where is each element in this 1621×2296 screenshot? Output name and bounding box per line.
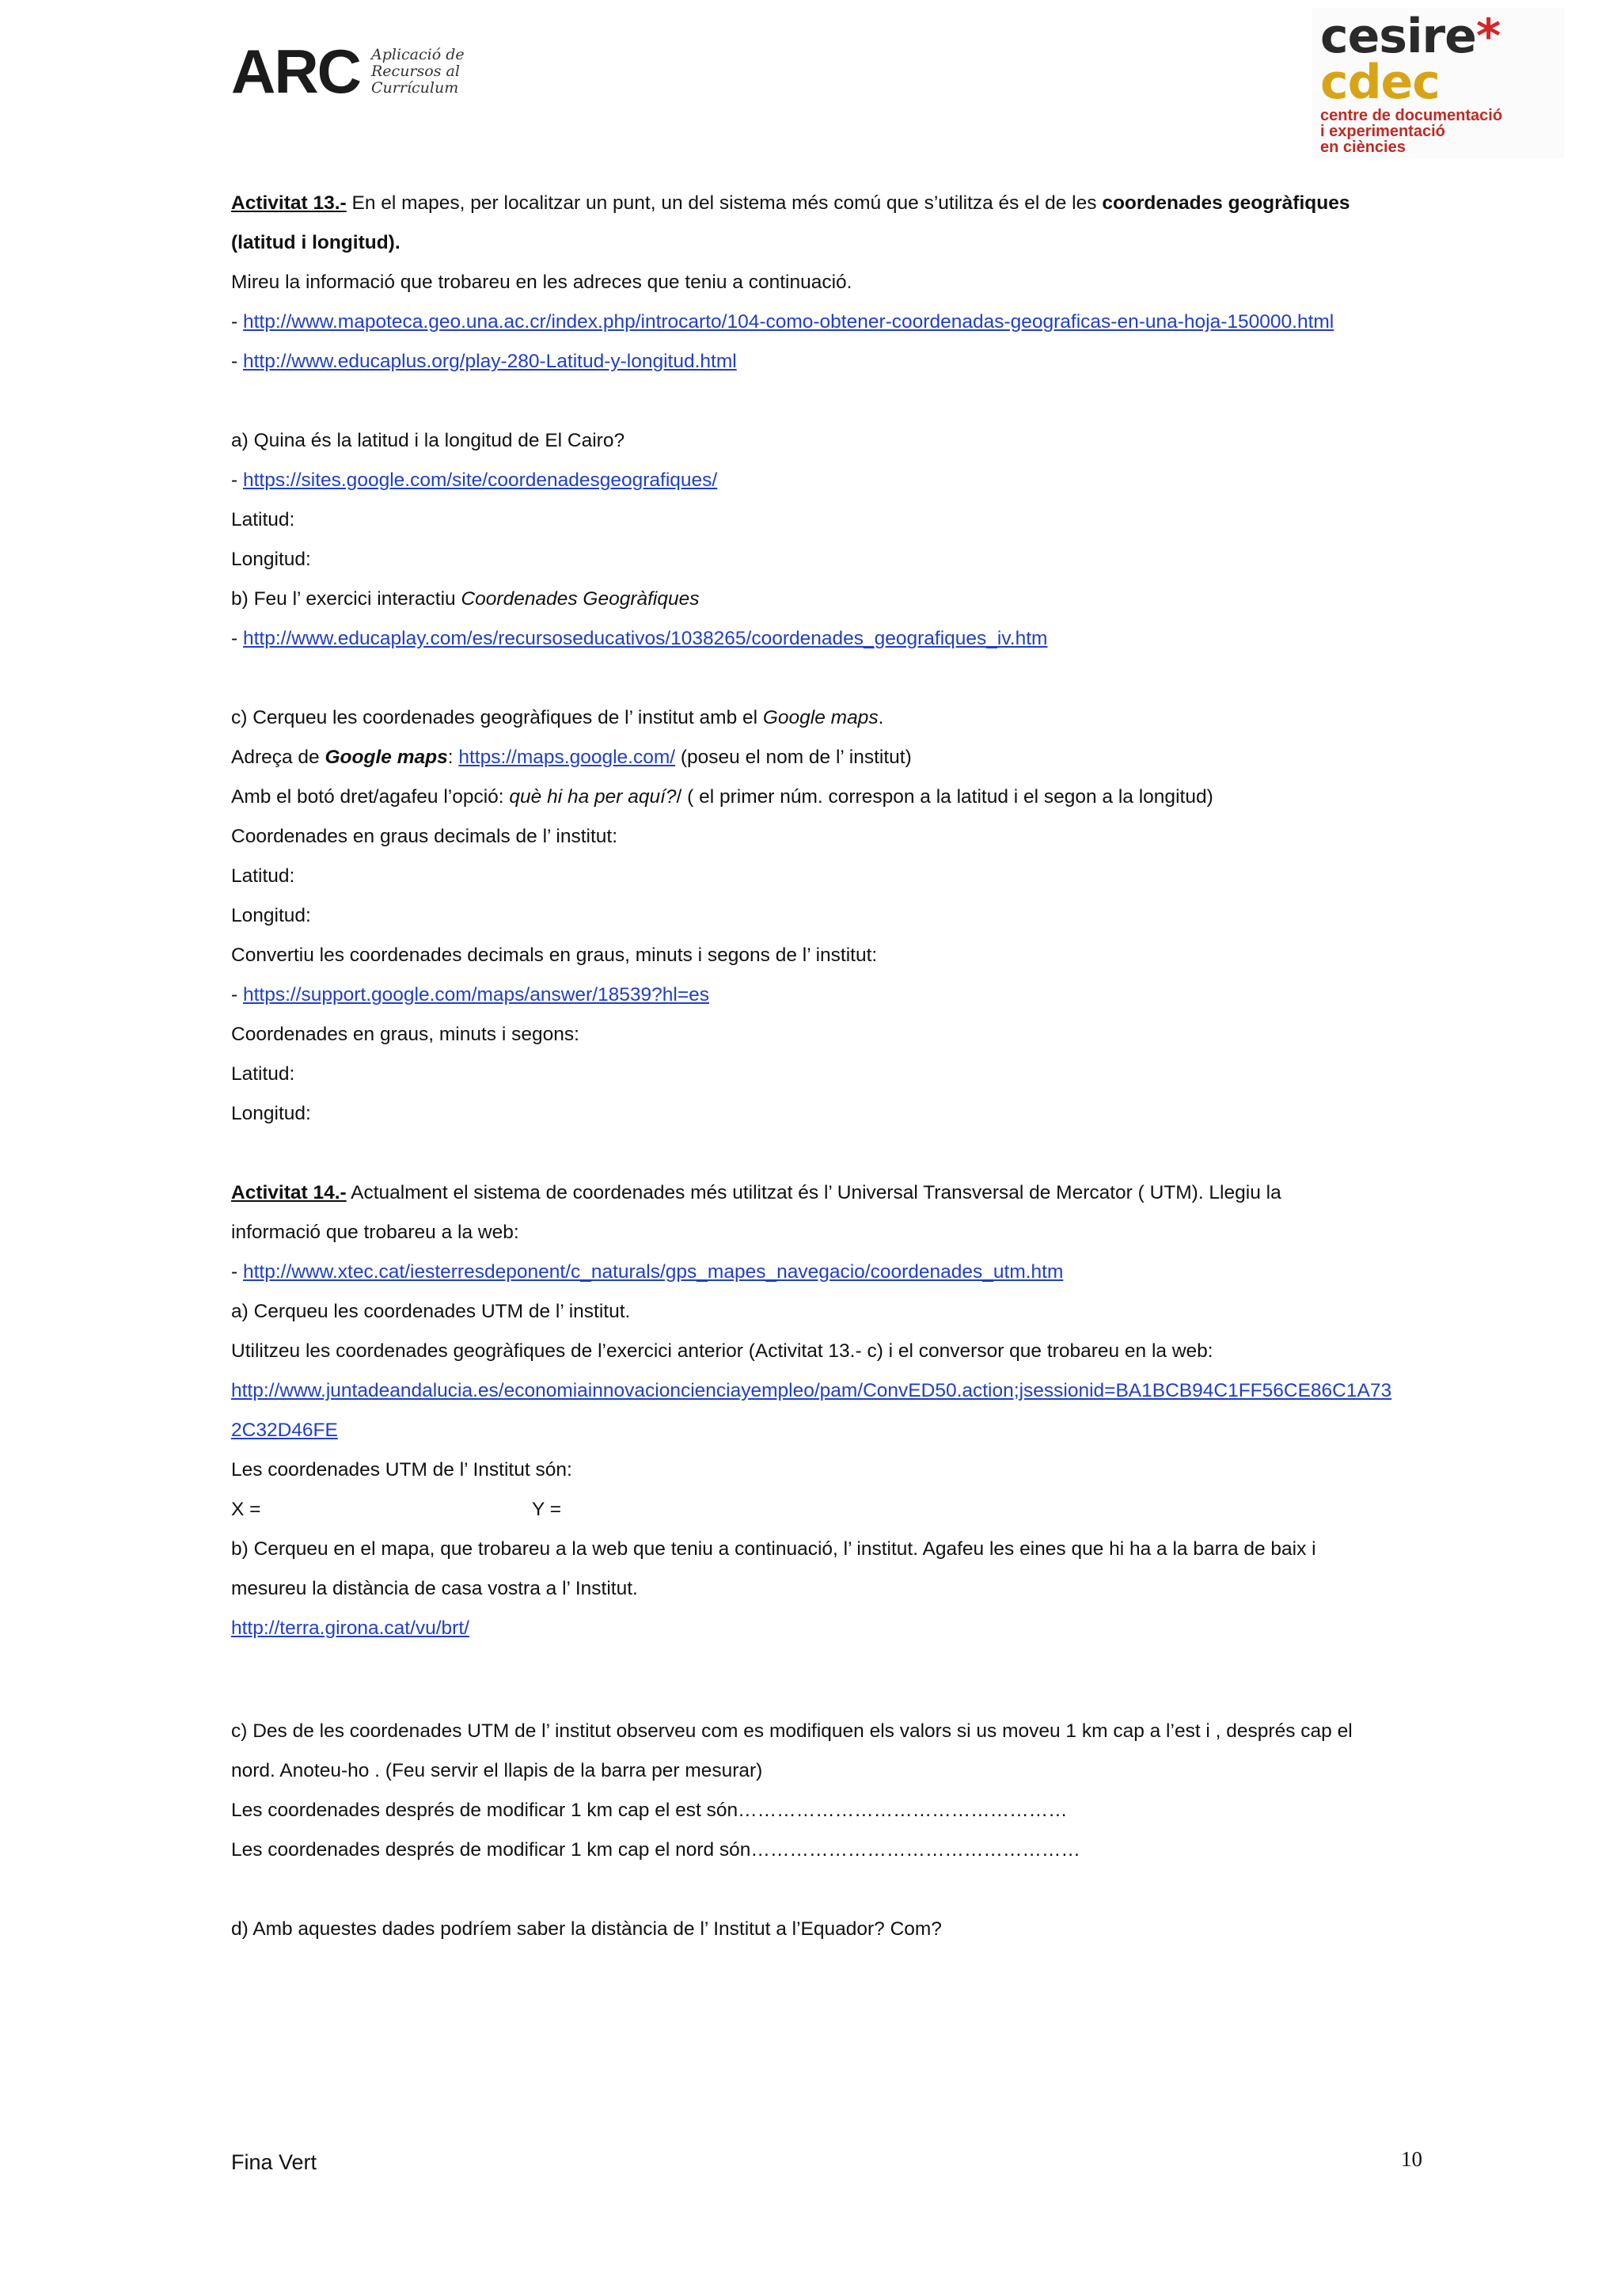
activity-14-heading: Activitat 14.- <box>231 1182 347 1203</box>
activity-text: Actualment el sistema de coordenades més utilitzat és l’ Universal Transversal de Mercator ( UTM). Llegiu la <box>346 1182 1281 1203</box>
link-line: - https://support.google.com/maps/answer/18539?hl=es <box>231 984 710 1005</box>
question-c: c) Cerqueu les coordenades geogràfiques de l’ institut amb el Google maps. <box>231 707 884 728</box>
page-number: 10 <box>1401 2147 1422 2171</box>
instruction-text: Amb el botó dret/agafeu l’opció: què hi ha per aquí?/ ( el primer núm. correspon a la latitud i el segon a la longitud) <box>231 786 1213 808</box>
girona-link[interactable]: http://terra.girona.cat/vu/brt/ <box>231 1617 469 1639</box>
activity-text-bold: (latitud i longitud). <box>231 232 401 253</box>
italic-text: Google maps <box>762 707 879 728</box>
xtec-link[interactable]: http://www.xtec.cat/iesterresdeponent/c_naturals/gps_mapes_navegacio/coordenades_utm.htm <box>242 1261 1064 1283</box>
google-maps-link[interactable]: https://maps.google.com/ <box>458 747 676 768</box>
cesire-cdec-logo <box>1312 8 1564 158</box>
link-line <box>231 1371 1434 1411</box>
latitud-label: Latitud: <box>231 509 295 530</box>
link-line <box>231 1411 1434 1450</box>
mapoteca-link[interactable]: http://www.mapoteca.geo.una.ac.cr/index.php/introcarto/104-como-obtener-coordenadas-geograficas-en-una-hoja-150000.html <box>242 311 1334 333</box>
question-d: d) Amb aquestes dades podríem saber la distància de l’ Institut a l’Equador? Com? <box>231 1918 942 1940</box>
instruction-text: Convertiu les coordenades decimals en graus, minuts i segons de l’ institut: <box>231 945 878 966</box>
juntadeandalucia-link-cont[interactable]: 2C32D46FE <box>231 1420 338 1441</box>
question-b: b) Feu l’ exercici interactiu Coordenades Geogràfiques <box>231 588 700 610</box>
instruction-text: Coordenades en graus decimals de l’ institut: <box>231 826 618 847</box>
latitud-label: Latitud: <box>231 1063 295 1085</box>
cesire-star: * <box>1475 9 1501 64</box>
educaplus-link[interactable]: http://www.educaplus.org/play-280-Latitud-y-longitud.html <box>242 351 737 372</box>
instruction-text: Mireu la informació que trobareu en les adreces que teniu a continuació. <box>231 272 852 293</box>
arc-logo-subtitle <box>371 47 465 97</box>
question-c: c) Des de les coordenades UTM de l’ institut observeu com es modifiquen els valors si us moveu 1 km cap a l’est i , després cap el <box>231 1720 1353 1742</box>
utm-y-label: Y = <box>532 1499 562 1520</box>
cesire-logo-line1: cesire* <box>1320 9 1501 64</box>
question-a: a) Cerqueu les coordenades UTM de l’ institut. <box>231 1301 631 1322</box>
longitud-label: Longitud: <box>231 549 311 570</box>
arc-logo <box>231 36 465 106</box>
latitud-label: Latitud: <box>231 865 295 887</box>
document-body <box>231 184 1434 1949</box>
juntadeandalucia-link[interactable]: http://www.juntadeandalucia.es/economiainnovacioncienciayempleo/pam/ConvED50.action;jsessionid=BA1BCB94C1FF56CE86C1A73 <box>231 1380 1392 1401</box>
footer-author: Fina Vert <box>231 2150 317 2174</box>
cdec-logo-line: cdec <box>1320 55 1440 110</box>
utm-xy-line <box>231 1490 1434 1530</box>
activity-13-heading: Activitat 13.- <box>231 192 347 214</box>
italic-text: Coordenades Geogràfiques <box>461 588 700 610</box>
sites-google-link[interactable]: https://sites.google.com/site/coordenadesgeografiques/ <box>242 469 718 491</box>
link-line <box>231 1609 1434 1648</box>
link-line: - http://www.xtec.cat/iesterresdeponent/c_naturals/gps_mapes_navegacio/coordenades_utm.htm <box>231 1261 1064 1283</box>
cesire-tagline-line: centre de documentació <box>1320 107 1503 124</box>
instruction-text: Utilitzeu les coordenades geogràfiques de l’exercici anterior (Activitat 13.- c) i el conversor que trobareu en la web: <box>231 1340 1213 1362</box>
link-line: - http://www.mapoteca.geo.una.ac.cr/index.php/introcarto/104-como-obtener-coordenadas-geograficas-en-una-hoja-150000.html <box>231 311 1334 333</box>
instruction-text: Les coordenades UTM de l’ Institut són: <box>231 1459 572 1481</box>
utm-x-label: X = <box>231 1499 261 1520</box>
activity-13-intro <box>231 184 1434 223</box>
link-line: - https://sites.google.com/site/coordenadesgeografiques/ <box>231 469 718 491</box>
question-b: b) Cerqueu en el mapa, que trobareu a la web que teniu a continuació, l’ institut. Agafeu les eines que hi ha a la barra de baix i <box>231 1538 1316 1560</box>
answer-line-nord: Les coordenades després de modificar 1 km cap el nord són…………………………………………… <box>231 1839 1080 1861</box>
question-a: a) Quina és la latitud i la longitud de El Cairo? <box>231 430 625 451</box>
support-google-link[interactable]: https://support.google.com/maps/answer/18539?hl=es <box>242 984 710 1005</box>
arc-sub-line: Currículum <box>371 78 459 97</box>
educaplay-link[interactable]: http://www.educaplay.com/es/recursoseducativos/1038265/coordenades_geografiques_iv.htm <box>242 628 1048 649</box>
arc-sub-line: Recursos al <box>371 62 460 80</box>
arc-logo-mark: ARC <box>231 36 360 106</box>
instruction-text: Coordenades en graus, minuts i segons: <box>231 1024 579 1045</box>
activity-text: En el mapes, per localitzar un punt, un del sistema més comú que s’utilitza és el de les <box>346 192 1103 214</box>
arc-sub-line: Aplicació de <box>371 45 465 63</box>
activity-14-intro-cont: informació que trobareu a la web: <box>231 1222 519 1243</box>
longitud-label: Longitud: <box>231 1103 311 1124</box>
italic-text: què hi ha per aquí? <box>509 786 677 808</box>
cesire-logo-tagline <box>1320 108 1502 155</box>
activity-text-bold: coordenades geogràfiques <box>1102 192 1350 214</box>
link-line: - http://www.educaplay.com/es/recursoseducativos/1038265/coordenades_geografiques_iv.htm <box>231 628 1048 649</box>
activity-14-intro <box>231 1173 1434 1213</box>
adreca-line: Adreça de Google maps: https://maps.google.com/ (poseu el nom de l’ institut) <box>231 747 912 768</box>
link-line: - http://www.educaplus.org/play-280-Latitud-y-longitud.html <box>231 351 737 372</box>
cesire-tagline-line: en ciències <box>1320 139 1406 156</box>
question-b-cont: mesureu la distància de casa vostra a l’ Institut. <box>231 1578 638 1599</box>
answer-line-est: Les coordenades després de modificar 1 km cap el est són…………………………………………… <box>231 1800 1068 1821</box>
cesire-tagline-line: i experimentació <box>1320 123 1445 140</box>
question-c-cont: nord. Anoteu-ho . (Feu servir el llapis de la barra per mesurar) <box>231 1760 763 1781</box>
longitud-label: Longitud: <box>231 905 311 926</box>
activity-13-intro-cont <box>231 223 1434 263</box>
bold-italic-text: Google maps <box>325 747 448 768</box>
